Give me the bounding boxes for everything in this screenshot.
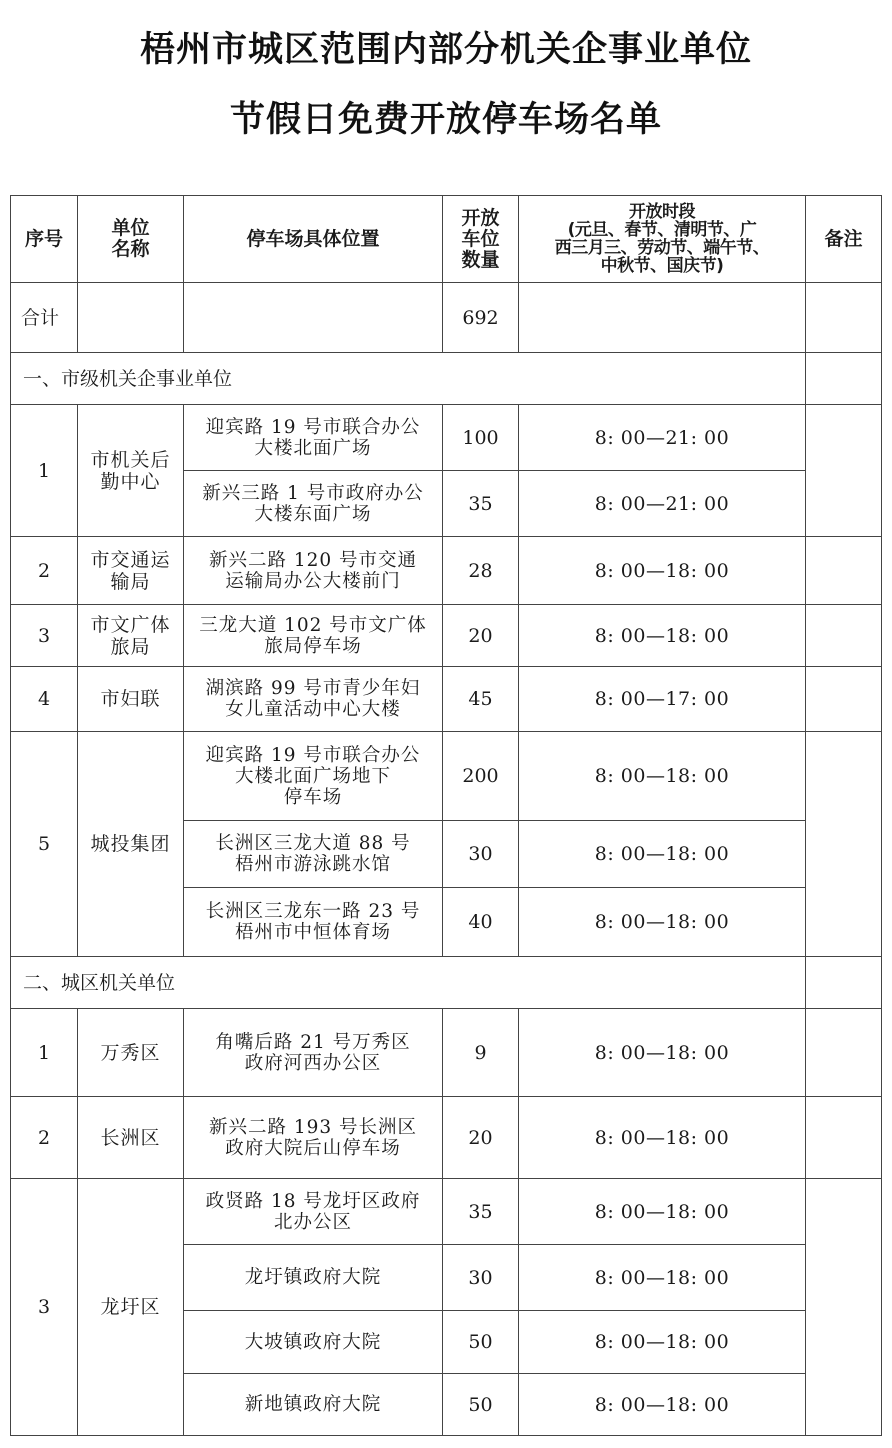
table-row [11,732,882,821]
header-notes: 备注 [806,196,882,283]
table-row [11,405,882,471]
document-title-line1: 梧州市城区范围内部分机关企事业单位 [139,30,752,70]
unit-line: 龙圩区 [100,1296,161,1318]
location-line: 大坡镇政府大院 [244,1331,382,1353]
table-row [11,1009,882,1097]
document-title-line2: 节假日免费开放停车场名单 [229,100,662,140]
empty-cell [806,957,882,1009]
location-cell [184,471,443,537]
total-row [11,283,882,353]
time-cell: 8: 00—21: 00 [519,405,806,471]
unit-cell [78,1009,184,1097]
seq-cell: 1 [11,1009,78,1097]
header-period-line2: (元旦、春节、清明节、广 [567,220,757,240]
spaces-cell: 200 [443,732,519,821]
section-row [11,353,882,405]
unit-line: 勤中心 [100,470,161,493]
header-period-line4: 中秋节、国庆节) [600,256,724,276]
notes-cell [806,537,882,605]
unit-cell [78,405,184,537]
header-period-line3: 西三月三、劳动节、端午节、 [554,238,770,258]
time-cell: 8: 00—21: 00 [519,471,806,537]
empty-cell [806,283,882,353]
unit-cell [78,1179,184,1436]
spaces-cell: 30 [443,821,519,888]
spaces-cell: 45 [443,667,519,732]
notes-cell [806,405,882,537]
location-line: 女儿童活动中心大楼 [225,699,401,720]
unit-cell [78,605,184,667]
notes-cell [806,605,882,667]
location-line: 龙圩镇政府大院 [244,1267,382,1288]
notes-cell [806,732,882,957]
location-cell [184,821,443,888]
time-cell: 8: 00—18: 00 [519,821,806,888]
spaces-cell: 9 [443,1009,519,1097]
location-line: 新兴二路 193 号长洲区 [208,1116,418,1138]
location-cell [184,537,443,605]
header-unit [78,196,184,283]
empty-cell [78,283,184,353]
location-line: 停车场 [283,786,343,808]
location-line: 迎宾路 19 号市联合办公 [205,744,421,766]
location-line: 新地镇政府大院 [244,1394,382,1415]
location-line: 新兴二路 120 号市交通 [208,549,418,571]
spaces-cell: 20 [443,605,519,667]
seq-cell: 2 [11,1097,78,1179]
notes-cell [806,667,882,732]
location-line: 大楼东面广场 [254,503,372,525]
time-cell: 8: 00—18: 00 [519,1179,806,1245]
header-spaces-line3: 数量 [461,248,500,271]
seq-cell: 2 [11,537,78,605]
table-row [11,1179,882,1245]
seq-cell: 4 [11,667,78,732]
spaces-cell: 28 [443,537,519,605]
time-cell: 8: 00—18: 00 [519,888,806,957]
time-cell: 8: 00—18: 00 [519,537,806,605]
unit-line: 市文广体 [90,613,171,636]
location-cell [184,1374,443,1436]
location-cell [184,732,443,821]
time-cell: 8: 00—17: 00 [519,667,806,732]
location-line: 大楼北面广场地下 [234,765,391,787]
location-line: 三龙大道 102 号市文广体 [199,614,427,636]
time-cell: 8: 00—18: 00 [519,732,806,821]
location-line: 政府大院后山停车场 [225,1137,401,1159]
spaces-cell: 35 [443,471,519,537]
header-spaces-line1: 开放 [461,206,500,229]
unit-line: 城投集团 [90,833,171,855]
time-cell: 8: 00—18: 00 [519,1245,806,1311]
spaces-cell: 30 [443,1245,519,1311]
spaces-cell: 100 [443,405,519,471]
location-line: 长洲区三龙大道 88 号 [215,833,411,854]
notes-cell [806,1009,882,1097]
unit-line: 旅局 [110,635,151,658]
parking-table [10,195,882,1436]
spaces-cell: 50 [443,1311,519,1374]
location-line: 长洲区三龙东一路 23 号 [205,901,421,922]
table-row [11,537,882,605]
section1-title: 一、市级机关企事业单位 [11,353,806,405]
location-line: 运输局办公大楼前门 [225,570,401,592]
table-row [11,1097,882,1179]
location-line: 角嘴后路 21 号万秀区 [215,1031,411,1053]
unit-cell [78,667,184,732]
spaces-cell: 35 [443,1179,519,1245]
unit-line: 万秀区 [100,1041,161,1064]
empty-cell [806,353,882,405]
time-cell: 8: 00—18: 00 [519,605,806,667]
table-row [11,667,882,732]
unit-cell [78,1097,184,1179]
location-line: 北办公区 [273,1211,352,1233]
time-cell: 8: 00—18: 00 [519,1374,806,1436]
location-line: 湖滨路 99 号市青少年妇 [205,678,421,699]
header-seq: 序号 [11,196,78,283]
location-cell [184,605,443,667]
location-line: 政贤路 18 号龙圩区政府 [205,1190,421,1212]
spaces-cell: 20 [443,1097,519,1179]
unit-line: 输局 [110,570,151,593]
header-period [519,196,806,283]
unit-line: 长洲区 [100,1126,161,1149]
location-cell [184,667,443,732]
location-line: 梧州市游泳跳水馆 [234,854,391,875]
spaces-cell: 40 [443,888,519,957]
location-cell [184,1097,443,1179]
table-row [11,605,882,667]
total-label: 合计 [11,283,78,353]
location-cell [184,888,443,957]
notes-cell [806,1097,882,1179]
unit-line: 市机关后 [90,448,171,471]
notes-cell [806,1179,882,1436]
header-row [11,196,882,283]
location-cell [184,1179,443,1245]
location-cell [184,405,443,471]
location-line: 政府河西办公区 [244,1052,382,1074]
spaces-cell: 50 [443,1374,519,1436]
location-cell [184,1245,443,1311]
location-line: 梧州市中恒体育场 [234,922,391,943]
unit-line: 市交通运 [90,548,171,571]
header-spaces [443,196,519,283]
empty-cell [184,283,443,353]
header-unit-line2: 名称 [111,238,150,260]
seq-cell: 3 [11,605,78,667]
section2-title: 二、城区机关单位 [11,957,806,1009]
section-row [11,957,882,1009]
unit-cell [78,732,184,957]
seq-cell: 5 [11,732,78,957]
header-unit-line1: 单位 [111,217,150,239]
time-cell: 8: 00—18: 00 [519,1009,806,1097]
empty-cell [519,283,806,353]
seq-cell: 1 [11,405,78,537]
time-cell: 8: 00—18: 00 [519,1311,806,1374]
unit-cell [78,537,184,605]
time-cell: 8: 00—18: 00 [519,1097,806,1179]
location-cell [184,1009,443,1097]
header-period-line1: 开放时段 [629,202,695,222]
location-line: 新兴三路 1 号市政府办公 [202,482,424,504]
location-line: 大楼北面广场 [254,437,372,459]
unit-line: 市妇联 [100,688,161,710]
location-line: 旅局停车场 [264,635,362,657]
total-spaces: 692 [443,283,519,353]
seq-cell: 3 [11,1179,78,1436]
location-line: 迎宾路 19 号市联合办公 [205,416,421,438]
location-cell [184,1311,443,1374]
header-spaces-line2: 车位 [461,227,500,250]
header-location: 停车场具体位置 [184,196,443,283]
